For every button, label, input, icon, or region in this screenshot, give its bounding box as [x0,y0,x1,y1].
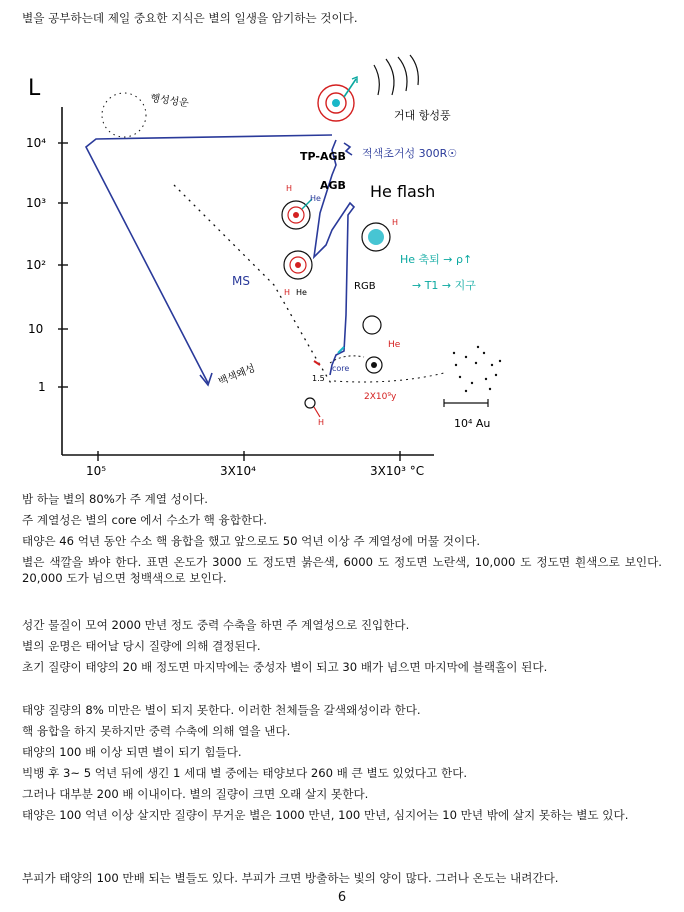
he-shrink-label: He 축퇴 → ρ↑ [400,253,473,266]
para3-line6: 태양은 100 억년 이상 살지만 질량이 무거운 별은 1000 만년, 100 만년, 심지어는 10 만년 밖에 살지 못하는 별도 있다. [22,808,629,822]
para1-line1: 밤 하늘 별의 80%가 주 계열 성이다. [22,492,208,506]
distance-label: 10⁴ Au [454,417,491,430]
rgb-label: RGB [354,281,376,292]
time-label: 2X10⁹y [364,392,397,402]
svg-text:He: He [296,288,307,297]
interstellar-cloud [453,346,501,392]
y-tick-10e3: 10³ [26,196,47,210]
planetary-nebula-dots [102,93,146,137]
page-number: 6 [337,890,347,905]
ms-label: MS [232,274,250,288]
stellar-wind-lines [374,55,418,95]
agb-label: AGB [320,179,346,192]
x-ticks [98,451,400,461]
red-giant-branch [314,140,354,375]
para3-line2: 핵 융합을 하지 못하지만 중력 수축에 의해 열을 낸다. [22,724,291,738]
h-he-mark: H [284,288,291,297]
planetary-nebula-label: 행성성운 [149,93,190,110]
supergiant-label: 적색초거성 300R☉ [362,147,458,160]
he-flash-label: He flash [370,182,436,201]
y-tick-10: 10 [28,322,44,336]
y-tick-10e2: 10² [26,258,47,272]
x-tick-3x10e4: 3X10⁴ [220,464,256,478]
para2-line1: 성간 물질이 모여 2000 만년 정도 중력 수축을 하면 주 계열성으로 진입한다. [22,618,410,632]
svg-text:H: H [318,418,325,427]
white-dwarf-track [86,135,332,383]
para4-line1: 부피가 태양의 100 만배 되는 별들도 있다. 부피가 크면 방출하는 빛의 양이 많다. 그러나 온도는 내려간다. [22,871,559,885]
y-tick-10e4: 10⁴ [26,136,47,150]
y-ticks [58,143,68,387]
t1-label: → T1 → 지구 [412,279,476,292]
para3-line3: 태양의 100 배 이상 되면 별이 되기 힘들다. [22,745,242,759]
para3-line4: 빅뱅 후 3~ 5 억년 뒤에 생긴 1 세대 별 중에는 태양보다 260 배 큰 별도 있었다고 한다. [22,766,468,780]
tp-agb-label: TP-AGB [300,150,346,163]
para2-line2: 별의 운명은 태어날 당시 질량에 의해 결정된다. [22,639,261,653]
para3-line5: 그러나 대부분 200 배 이내이다. 별의 질량이 크면 오래 살지 못한다. [22,787,369,801]
he-mark-agb: He [310,194,321,203]
y-axis-label: L [28,76,41,101]
core-label: core [332,364,350,373]
para1-line4: 별은 색깔을 봐야 한다. 표면 온도가 3000 도 정도면 붉은색, 6000 도 정도면 노란색, 10,000 도 정도면 흰색으로 보인다. 20,000 도가 넘으면 청백색으로 보인다. [22,555,662,585]
mass-label: 1.5 [312,374,325,383]
giant-wind-label: 거대 항성풍 [394,109,451,122]
para1-line3: 태양은 46 억년 동안 수소 핵 융합을 했고 앞으로도 50 억년 이상 주 계열성에 머물 것이다. [22,534,481,548]
main-sequence-line [174,185,332,385]
he-ignite-star [363,316,381,334]
para3-line1: 태양 질량의 8% 미만은 별이 되지 못한다. 이러한 천체들을 갈색왜성이라 한다. [22,703,421,717]
x-tick-3x10e3: 3X10³ °C [370,464,425,478]
x-tick-10e5: 10⁵ [86,464,107,478]
hr-diagram-sketch [14,35,520,485]
protostar [305,398,315,408]
y-tick-1: 1 [38,380,46,394]
para1-line2: 주 계열성은 별의 core 에서 수소가 핵 융합한다. [22,513,267,527]
para2-line3: 초기 질량이 태양의 20 배 정도면 마지막에는 중성자 별이 되고 30 배가 넘으면 마지막에 블랙홀이 된다. [22,660,548,674]
white-dwarf-label: 백색왜성 [217,363,257,388]
svg-text:H: H [392,218,399,227]
he-ignite-label: He [388,340,401,350]
intro-text: 별을 공부하는데 제일 중요한 지식은 별의 일생을 암기하는 것이다. [22,11,358,25]
svg-text:H: H [286,184,293,193]
